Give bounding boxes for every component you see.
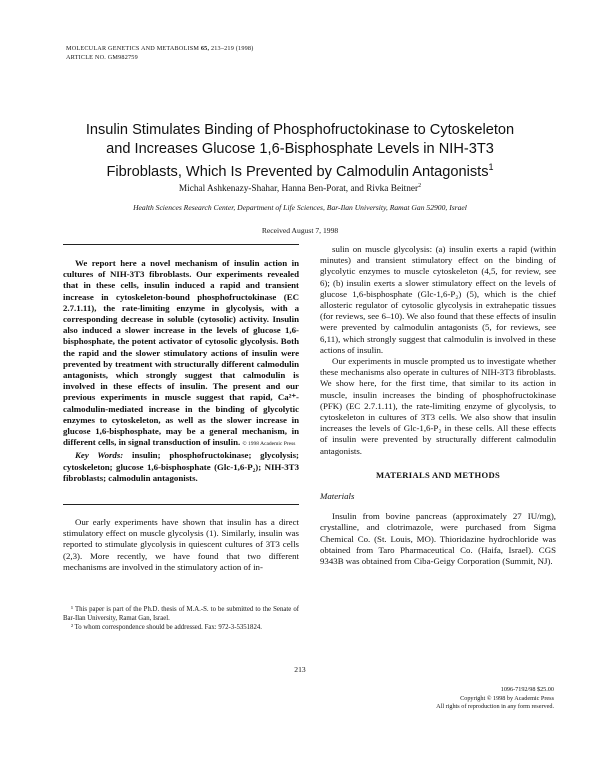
abstract-copyright: © 1998 Academic Press — [242, 441, 296, 448]
copyright-block — [436, 686, 554, 712]
title-line-3 — [40, 158, 560, 181]
article-title — [40, 121, 560, 182]
received-date: Received August 7, 1998 — [261, 226, 339, 235]
footnote-2: ² To whom correspondence should be addressed. Fax: 972-3-5351824. — [71, 624, 262, 631]
materials-paragraph: Insulin from bovine pancreas (approximately 27 IU/mg), crystalline, and clotrimazole, were purchased from Sigma Chemical Co. (St. Louis, MO). Thioridazine hydrochloride was obtained from Taro Pharmaceutical Co. (Haifa, Israel). CGS 9343B was obtained from Ciba-Geigy Corporation (Summit, NJ). — [320, 511, 556, 567]
abstract-body: We report here a novel mechanism of insulin action in cultures of NIH-3T3 fibroblasts. Our experiments revealed that in these cells, insulin induced a rapid and transient increase in cytoskeleton-bound phosphofructokinase (EC 2.7.1.11), the rate-limiting enzyme in glycolysis, with a corresponding decrease in soluble (cytosolic) activity. Insulin also induced a slower increase in the levels of glucose 1,6-bisphosphate, the potent activator of cytosolic glycolysis. Both the rapid and the slower stimulatory actions of insulin were prevented by treatment with structurally different calmodulin antagonists, which strongly suggest that calmodulin is involved in these effects of insulin. The present and our previous experiments in muscle suggest that rapid, Ca²⁺-calmodulin-mediated increase in the binding of glycolytic enzymes to cytoskeleton, as well as the slower increase in glucose 1,6-bisphosphate, may be a general mechanism, in different cells, in signal transduction of insulin. — [63, 258, 299, 448]
journal-pages: 213–219 (1998) — [210, 45, 254, 52]
right-paragraph-1: sulin on muscle glycolysis: (a) insulin exerts a rapid (within minutes) and transient stimulatory effect on the binding of glycolytic enzymes to muscle cytoskeleton (4,5, for review, see 6); (b) insulin exerts a slower stimulatory effect on the levels of glucose 1,6-bisphosphate (Glc-1,6-P₂) (5), which is the chief allosteric regulator of cytosolic glycolysis in extrahepatic tissues (for reviews, see 6–10). We also found that these effects of insulin were prevented by calmodulin antagonists (5, for reviews, see 6,11), which strongly suggest that calmodulin is involved in these actions of insulin. — [320, 244, 556, 355]
author-list — [40, 183, 560, 194]
article-number — [66, 54, 253, 63]
copyright-line-2: All rights of reproduction in any form reserved. — [436, 703, 554, 711]
article-number-label: ARTICLE NO. — [66, 53, 106, 61]
affiliation: Health Sciences Research Center, Department of Life Sciences, Bar-Ilan University, Ramat Gan 52900, Israel — [133, 203, 467, 212]
article-number-value: GM982759 — [107, 53, 138, 61]
abstract-text — [63, 258, 299, 450]
right-paragraph-2: Our experiments in muscle prompted us to investigate whether these mechanisms also operate in cultures of NIH-3T3 fibroblasts. We show here, for the first time, that similar to its action in muscle, insulin increases the binding of phosphofructokinase (PFK) (EC 2.7.1.11), the rate-limiting enzyme of glycolysis, to cytoskeleton in cultures of 3T3 cells. We also show that insulin increases the levels of Glc-1,6-P₂ in these cells. All these effects of insulin were prevented by structurally different calmodulin antagonists. — [320, 356, 556, 456]
copyright-line-1: Copyright © 1998 by Academic Press — [460, 694, 554, 702]
keywords — [63, 450, 299, 484]
author-names: Michal Ashkenazy-Shahar, Hanna Ben-Porat, and Rivka Beitner — [178, 184, 419, 195]
footnotes — [63, 605, 299, 632]
abstract-bottom-rule — [63, 504, 299, 505]
subsection-heading: Materials — [320, 491, 355, 502]
keywords-label: Key Words: — [75, 450, 124, 461]
intro-left-column — [63, 517, 299, 573]
right-column — [320, 244, 556, 567]
running-header — [66, 45, 253, 62]
section-heading: MATERIALS AND METHODS — [375, 469, 501, 480]
abstract-top-rule — [63, 244, 299, 245]
abstract — [63, 258, 299, 484]
issn-price: 1096-7192/98 $25.00 — [500, 686, 554, 693]
page-number: 213 — [294, 665, 306, 674]
journal-volume: 65, — [200, 45, 210, 52]
footnote-1: ¹ This paper is part of the Ph.D. thesis of M.A.-S. to be submitted to the Senate of Bar-Ilan University, Ramat Gan, Israel. — [63, 606, 299, 622]
title-footnote-mark: 1 — [488, 162, 494, 173]
title-line-2: and Increases Glucose 1,6-Bisphosphate Levels in NIH-3T3 — [106, 140, 494, 157]
title-line-1: Insulin Stimulates Binding of Phosphofructokinase to Cytoskeleton — [85, 122, 515, 138]
journal-citation — [66, 45, 253, 54]
keywords-list: insulin; phosphofructokinase; glycolysis; cytoskeleton; glucose 1,6-bisphosphate (Glc-1,6-P₂); NIH-3T3 fibroblasts; calmodulin antagonists. — [63, 450, 299, 483]
journal-name: MOLECULAR GENETICS AND METABOLISM — [66, 45, 200, 52]
author-footnote-mark: 2 — [418, 183, 422, 189]
title-line-3-text: Fibroblasts, Which Is Prevented by Calmodulin Antagonists — [106, 164, 489, 181]
intro-paragraph: Our early experiments have shown that insulin has a direct stimulatory effect on muscle glycolysis (1). Similarly, insulin was reported to stimulate glycolysis in quiescent cultures of 3T3 cells (2,3). More recently, we have found that two different mechanisms are involved in the stimulatory action of in- — [63, 517, 299, 572]
